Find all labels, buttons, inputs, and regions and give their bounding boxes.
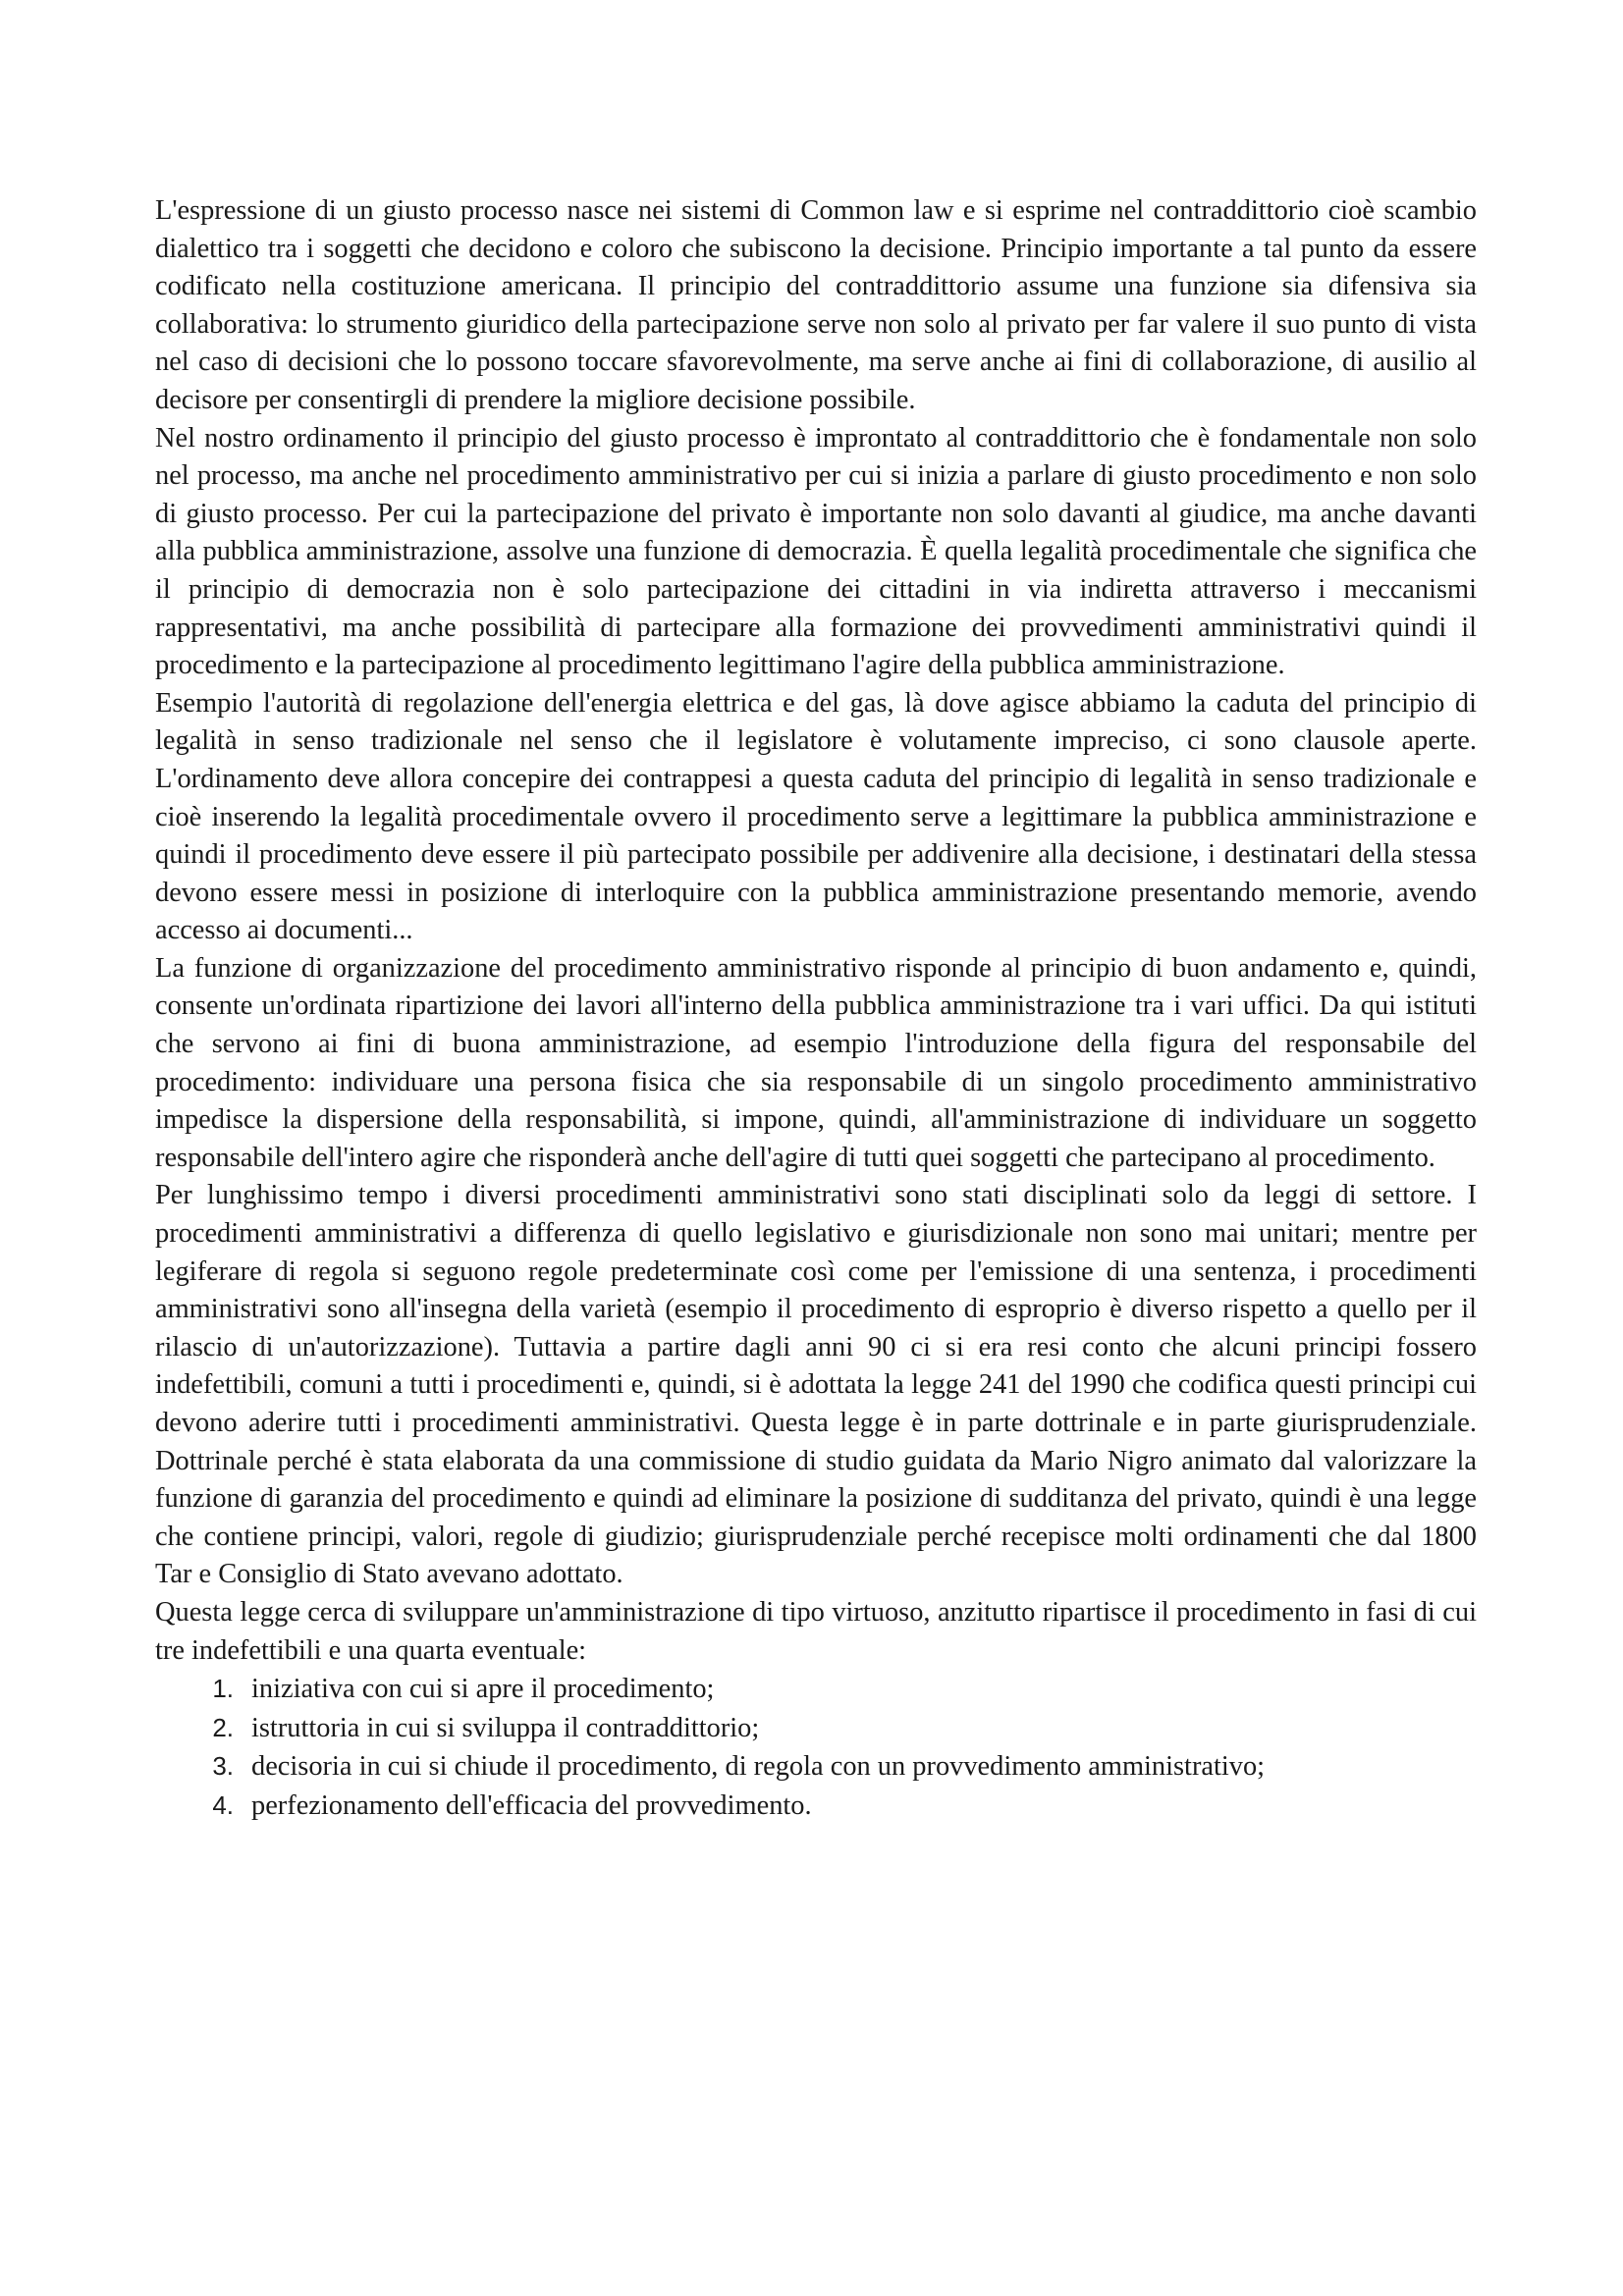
list-text: decisoria in cui si chiude il procedimento, di regola con un provvedimento amministrativo; [251,1751,1266,1783]
list-number: 1. [212,1674,234,1704]
list-item [155,1747,1477,1787]
paragraph-funzione-organizzazione: La funzione di organizzazione del procedimento amministrativo risponde al principio di buon andamento e, quindi, consente un'ordinata ripartizione dei lavori all'interno della pubblica amministrazione tra i vari uffici. Da qui istituti che servono ai fini di buona amministrazione, ad esempio l'introduzione della figura del responsabile del procedimento: individuare una persona fisica che sia responsabile di un singolo procedimento amministrativo impedisce la dispersione della responsabilità, si impone, quindi, all'amministrazione di individuare un soggetto responsabile dell'intero agire che risponderà anche dell'agire di tutti quei soggetti che partecipano al procedimento. [155,952,1477,1173]
paragraph-esempio-autorita: Esempio l'autorità di regolazione dell'energia elettrica e del gas, là dove agisce abbiamo la caduta del principio di legalità in senso tradizionale nel senso che il legislatore è volutamente impreciso, ci sono clausole aperte. L'ordinamento deve allora concepire dei contrappesi a questa caduta del principio di legalità in senso tradizionale e cioè inserendo la legalità procedimentale ovvero il procedimento serve a legittimare la pubblica amministrazione e quindi il procedimento deve essere il più partecipato possibile per addivenire alla decisione, i destinatari della stessa devono essere messi in posizione di interloquire con la pubblica amministrazione presentando memorie, avendo accesso ai documenti... [155,687,1477,946]
list-item [155,1787,1477,1826]
list-number: 4. [212,1789,234,1820]
list-text: perfezionamento dell'efficacia del provvedimento. [251,1789,812,1821]
paragraph-legge-241: Per lunghissimo tempo i diversi procedimenti amministrativi sono stati disciplinati solo da leggi di settore. I procedimenti amministrativi a differenza di quello legislativo e giurisdizionale non sono mai unitari; mentre per legiferare di regola si seguono regole predeterminate così come per l'emissione di una sentenza, i procedimenti amministrativi sono all'insegna della varietà (esempio il procedimento di esproprio è diverso rispetto a quello per il rilascio di un'autorizzazione). Tuttavia a partire dagli anni 90 ci si era resi conto che alcuni principi fossero indefettibili, comuni a tutti i procedimenti e, quindi, si è adottata la legge 241 del 1990 che codifica questi principi cui devono aderire tutti i procedimenti amministrativi. Questa legge è in parte dottrinale e in parte giurisprudenziale. Dottrinale perché è stata elaborata da una commissione di studio guidata da Mario Nigro animato dal valorizzare la funzione di garanzia del procedimento e quindi ad eliminare la posizione di sudditanza del privato, quindi è una legge che contiene principi, valori, regole di giudizio; giurisprudenziale perché recepisce molti ordinamenti che dal 1800 Tar e Consiglio di Stato avevano adottato. [155,1180,1477,1590]
list-item [155,1670,1477,1709]
list-number: 2. [212,1712,234,1742]
paragraph-giusto-processo: L'espressione di un giusto processo nasce nei sistemi di Common law e si esprime nel contraddittorio cioè scambio dialettico tra i soggetti che decidono e coloro che subiscono la decisione. Principio importante a tal punto da essere codificato nella costituzione americana. Il principio del contraddittorio assume una funzione sia difensiva sia collaborativa: lo strumento giuridico della partecipazione serve non solo al privato per far valere il suo punto di vista nel caso di decisioni che lo possono toccare sfavorevolmente, ma serve anche ai fini di collaborazione, di ausilio al decisore per consentirgli di prendere la migliore decisione possibile. [155,195,1477,415]
list-text: iniziativa con cui si apre il procedimento; [251,1674,715,1705]
paragraph-fasi-intro: Questa legge cerca di sviluppare un'amministrazione di tipo virtuoso, anzitutto ripartisce il procedimento in fasi di cui tre indefettibili e una quarta eventuale: [155,1596,1477,1666]
list-text: istruttoria in cui si sviluppa il contraddittorio; [251,1712,760,1743]
document-page [155,192,1477,1826]
list-number: 3. [212,1751,234,1782]
paragraph-ordinamento: Nel nostro ordinamento il principio del giusto processo è improntato al contraddittorio che è fondamentale non solo nel processo, ma anche nel procedimento amministrativo per cui si inizia a parlare di giusto procedimento e non solo di giusto processo. Per cui la partecipazione del privato è importante non solo davanti al giudice, ma anche davanti alla pubblica amministrazione, assolve una funzione di democrazia. È quella legalità procedimentale che significa che il principio di democrazia non è solo partecipazione dei cittadini in via indiretta attraverso i meccanismi rappresentativi, ma anche possibilità di partecipare alla formazione dei provvedimenti amministrativi quindi il procedimento e la partecipazione al procedimento legittimano l'agire della pubblica amministrazione. [155,422,1477,681]
phases-list [155,1670,1477,1825]
list-item [155,1709,1477,1748]
